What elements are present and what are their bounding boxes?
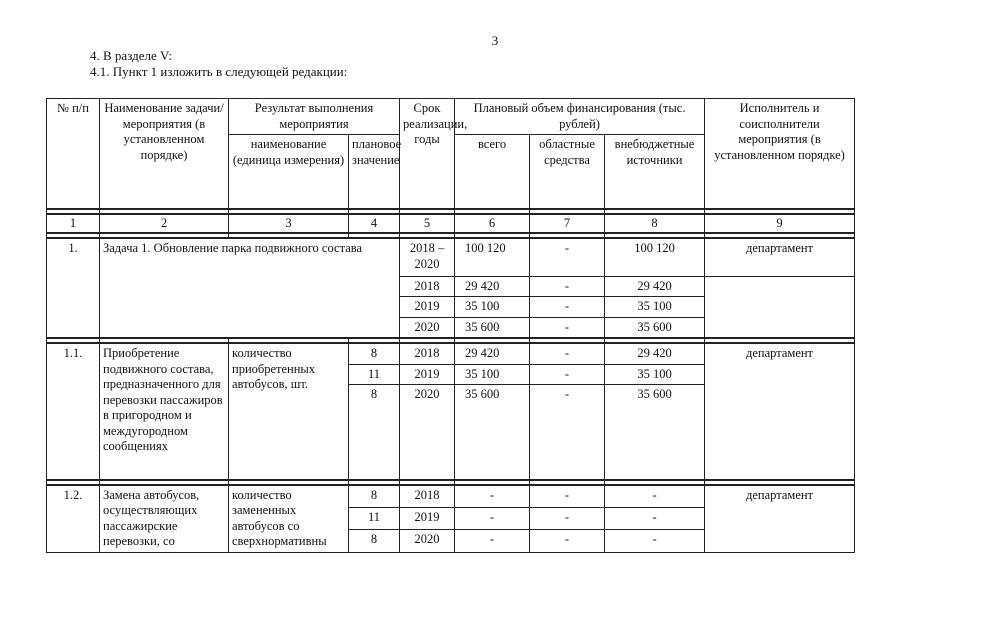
header-row-1 [47,99,855,135]
item12-name: Замена автобусов, осуществляющих пассажирские перевозки, со [100,485,229,553]
total-cell: - [455,485,530,508]
page-number: 3 [491,33,499,48]
year-cell: 2020 [400,317,455,338]
year-cell: 2018 [400,276,455,297]
extra-cell: - [605,507,705,529]
regional-cell: - [530,276,605,297]
extra-cell: - [605,530,705,552]
header-result-name: наименование (единица измерения) [229,135,349,209]
year-cell: 2020 [400,385,455,480]
task1-executor-blank [705,276,855,338]
item11-executor: департамент [705,343,855,480]
header-extrabudget: внебюджетные источники [605,135,705,209]
header-executor: Исполнитель и соисполнители мероприятия (в установленном порядке) [705,99,855,209]
item11-name: Приобретение подвижного состава, предназначенного для перевозки пассажиров в пригородном и междугородном сообщениях [100,343,229,480]
intro-text [90,48,347,80]
total-cell: 29 420 [455,343,530,364]
extra-cell: 35 600 [605,317,705,338]
section-heading: 4. В разделе V: [90,48,173,63]
regional-cell: - [530,317,605,338]
item12-executor: департамент [705,485,855,553]
col-number: 9 [705,214,855,234]
section-instruction: 4.1. Пункт 1 изложить в следующей редакции: [90,64,348,79]
plan-cell: 8 [349,343,400,364]
item11-result: количество приобретенных автобусов, шт. [229,343,349,480]
plan-cell: 11 [349,364,400,385]
header-result-plan: плановое значение [349,135,400,209]
program-table [46,98,855,553]
col-number: 5 [400,214,455,234]
header-task-name: Наименование задачи/мероприятия (в установленном порядке) [100,99,229,209]
year-cell: 2019 [400,297,455,318]
regional-cell: - [530,530,605,552]
plan-cell: 8 [349,385,400,480]
header-num: № п/п [47,99,100,209]
col-number: 6 [455,214,530,234]
extra-cell: 35 100 [605,297,705,318]
regional-cell: - [530,343,605,364]
table-row [47,343,855,364]
task1-num: 1. [47,238,100,338]
column-number-row [47,214,855,234]
item12-result: количество замененных автобусов со сверхнормативны [229,485,349,553]
total-cell: 35 100 [455,364,530,385]
col-number: 4 [349,214,400,234]
task1-executor: департамент [705,238,855,276]
col-number: 8 [605,214,705,234]
total-cell: 35 600 [455,317,530,338]
header-total: всего [455,135,530,209]
header-funding-group: Плановый объем финансирования (тыс. рублей) [455,99,705,135]
total-cell: 29 420 [455,276,530,297]
total-cell: 100 120 [455,238,530,276]
item12-num: 1.2. [47,485,100,553]
header-term: Срок реализации, годы [400,99,455,209]
header-result-group: Результат выполнения мероприятия [229,99,400,135]
plan-cell: 11 [349,507,400,529]
year-cell: 2020 [400,530,455,552]
col-number: 3 [229,214,349,234]
year-cell: 2018 [400,485,455,508]
item11-num: 1.1. [47,343,100,480]
regional-cell: - [530,297,605,318]
regional-cell: - [530,485,605,508]
header-regional: областные средства [530,135,605,209]
table-row [47,485,855,508]
plan-cell: 8 [349,530,400,552]
total-cell: 35 600 [455,385,530,480]
total-cell: 35 100 [455,297,530,318]
year-cell: 2018 [400,343,455,364]
col-number: 2 [100,214,229,234]
extra-cell: 35 600 [605,385,705,480]
extra-cell: 100 120 [605,238,705,276]
col-number: 1 [47,214,100,234]
regional-cell: - [530,385,605,480]
extra-cell: 29 420 [605,343,705,364]
col-number: 7 [530,214,605,234]
regional-cell: - [530,507,605,529]
year-cell: 2018 – 2020 [400,238,455,276]
task1-name: Задача 1. Обновление парка подвижного состава [100,238,400,338]
regional-cell: - [530,364,605,385]
total-cell: - [455,507,530,529]
regional-cell: - [530,238,605,276]
total-cell: - [455,530,530,552]
year-cell: 2019 [400,364,455,385]
extra-cell: 35 100 [605,364,705,385]
table-row [47,238,855,276]
extra-cell: 29 420 [605,276,705,297]
year-cell: 2019 [400,507,455,529]
plan-cell: 8 [349,485,400,508]
extra-cell: - [605,485,705,508]
